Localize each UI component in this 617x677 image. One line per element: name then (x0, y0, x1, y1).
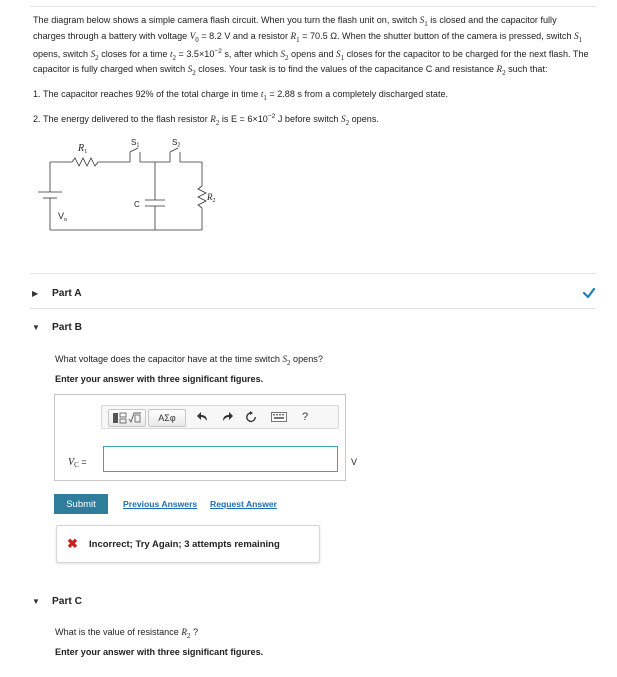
condition-2: 2. The energy delivered to the flash resistor $R_2$ is $E = 6\times 10^{-2}$ J before switch $S_2$ opens. (33, 113, 379, 127)
triangle-down-icon: ▼ (32, 322, 40, 332)
redo-icon (221, 411, 233, 423)
part-c-question: What is the value of resistance $R_2$ ? (55, 627, 199, 640)
feedback-box (56, 525, 320, 563)
label-c: C (134, 200, 140, 209)
checkmark-icon (582, 284, 596, 302)
vc-label: $V_C$ = (68, 457, 87, 469)
label-r1: $R_1$ (78, 143, 88, 155)
switch-s2-blade (170, 148, 178, 152)
label-s1: S1 (131, 138, 140, 149)
triangle-down-icon: ▼ (32, 596, 40, 606)
label-r2: $R_2$ (207, 192, 216, 204)
part-a-title: Part A (52, 287, 82, 299)
top-divider (30, 6, 596, 7)
redo-button[interactable] (220, 409, 234, 425)
part-b-instruction: Enter your answer with three significant figures. (55, 374, 264, 384)
resistor-r1 (72, 158, 98, 166)
keyboard-button[interactable] (270, 409, 288, 425)
resistor-r2 (198, 186, 206, 208)
reset-button[interactable] (244, 409, 258, 425)
triangle-right-icon: ▶ (32, 288, 39, 298)
switch-s1-blade (130, 148, 138, 152)
part-c-instruction: Enter your answer with three significant figures. (55, 647, 264, 657)
templates-button[interactable] (108, 409, 146, 427)
condition-1: 1. The capacitor reaches 92% of the total charge in time $t_1 = 2.88$ s from a completely discharged state. (33, 89, 449, 102)
problem-intro (33, 14, 589, 79)
divider-b (30, 308, 596, 309)
incorrect-icon: ✖ (67, 536, 78, 551)
part-b-header[interactable] (30, 318, 596, 336)
unit-label: V (351, 457, 358, 467)
feedback-message: Incorrect; Try Again; 3 attempts remaining (89, 539, 280, 550)
answer-box (54, 394, 358, 481)
part-b-question: What voltage does the capacitor have at the time switch $S_2$ opens? (55, 354, 323, 367)
request-answer-link[interactable]: Request Answer (210, 499, 278, 509)
part-c-title: Part C (52, 595, 83, 607)
undo-icon (197, 411, 209, 423)
keyboard-icon (271, 412, 287, 422)
submit-button[interactable]: Submit (54, 494, 108, 514)
symbols-button[interactable]: ΑΣφ (148, 409, 186, 427)
help-button[interactable]: ? (301, 411, 309, 423)
label-s2: S2 (172, 138, 181, 149)
reset-icon (245, 411, 257, 423)
math-toolbar (101, 405, 339, 429)
label-v0: $V_o$ (58, 211, 68, 223)
part-c-header[interactable] (30, 592, 596, 610)
circuit-diagram (30, 134, 230, 244)
undo-button[interactable] (196, 409, 210, 425)
intro-paragraph: The diagram below shows a simple camera flash circuit. When you turn the flash unit on, switch $S_1$ is closed and the capacitor fully charges through a battery with voltage $V_0 = 8.2$ V and a resistor $R_1 = 70.5$ Ω. When the shutter button of the camera is pressed, switch $S_1$ opens, switch $S_2$ closes for a time $t_2 = 3.5\times 10^{-2}$ s, after which $S_2$ opens and $S_1$ closes for the capacitor to be charged for the next flash. The capacitor is fully charged when switch $S_2$ closes. Your task is to find the values of the capacitance C and resistance $R_2$ such that: (33, 15, 589, 78)
vc-answer-input[interactable] (103, 446, 338, 472)
previous-answers-link[interactable]: Previous Answers (123, 499, 198, 509)
part-b-title: Part B (52, 321, 83, 333)
divider-a (30, 273, 596, 274)
part-a-header[interactable] (30, 284, 596, 302)
templates-icon (112, 412, 142, 424)
